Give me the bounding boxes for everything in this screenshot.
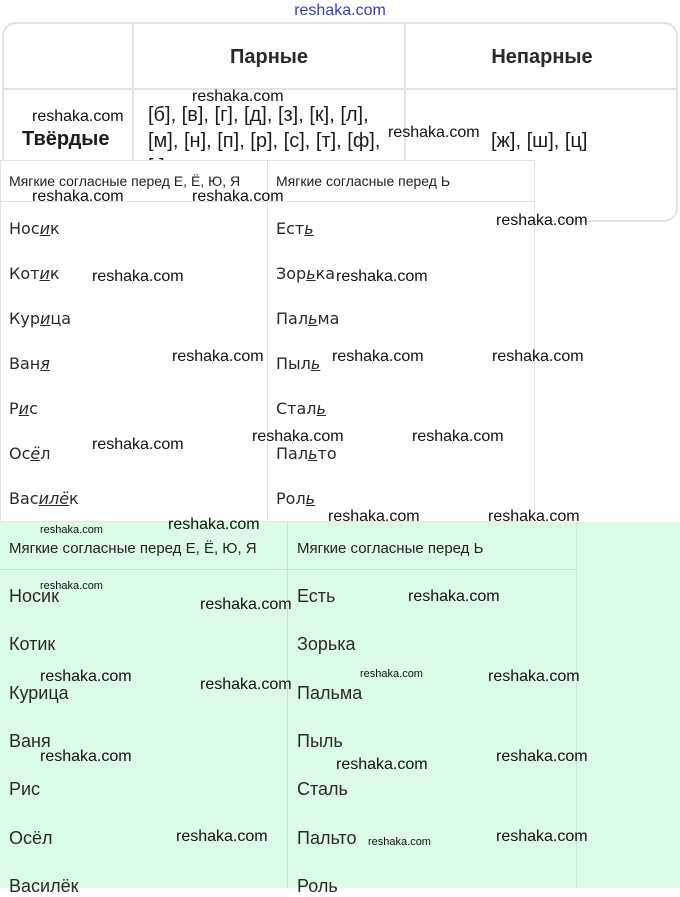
watermark: reshaka.com <box>388 124 480 141</box>
word-item: Пальма <box>297 682 363 703</box>
word-item: Котик <box>9 634 56 655</box>
watermark: reshaka.com <box>488 668 580 685</box>
table-divider <box>267 161 268 521</box>
word-item: Курица <box>9 309 72 328</box>
word-item: Курица <box>9 682 69 703</box>
word-item: Осёл <box>9 444 51 463</box>
word-item: Носик <box>9 219 60 238</box>
site-label[interactable]: reshaka.com <box>294 2 386 19</box>
watermark: reshaka.com <box>92 436 184 453</box>
table-divider <box>287 522 288 888</box>
watermark: reshaka.com <box>252 428 344 445</box>
word-item: Носик <box>9 586 59 606</box>
watermark: reshaka.com <box>40 580 103 592</box>
word-item: Осёл <box>9 827 53 848</box>
word-item: Василёк <box>9 875 79 896</box>
word-item: Котик <box>9 264 60 283</box>
watermark: reshaka.com <box>192 88 284 105</box>
watermark: reshaka.com <box>496 828 588 845</box>
watermark: reshaka.com <box>496 748 588 765</box>
word-item: Пыль <box>297 730 343 751</box>
watermark: reshaka.com <box>368 836 431 848</box>
word-item: Пальто <box>276 444 337 463</box>
word-item: Пальто <box>297 827 357 848</box>
column-header-unpaired: Непарные <box>491 46 593 68</box>
row-label-hard: Твёрдые <box>22 128 110 150</box>
table-divider <box>0 569 576 570</box>
table-divider <box>4 88 676 90</box>
word-item: Рис <box>9 399 38 418</box>
word-item: Роль <box>276 489 316 508</box>
paired-line: [б], [в], [г], [д], [з], [к], [л], <box>148 104 369 126</box>
watermark: reshaka.com <box>176 828 268 845</box>
word-item: Зорька <box>276 264 336 283</box>
word-item: Есть <box>297 586 336 606</box>
watermark: reshaka.com <box>172 348 264 365</box>
column-header-paired: Парные <box>230 46 308 68</box>
soft-consonants-table-2 <box>0 522 577 896</box>
watermark: reshaka.com <box>32 108 124 125</box>
column-header-soft-sign: Мягкие согласные перед Ь <box>297 540 484 557</box>
watermark: reshaka.com <box>40 748 132 765</box>
unpaired-consonants: [ж], [ш], [ц] <box>491 130 588 152</box>
column-header-vowels: Мягкие согласные перед Е, Ё, Ю, Я <box>9 540 257 557</box>
watermark: reshaka.com <box>40 524 103 536</box>
watermark: reshaka.com <box>192 188 284 205</box>
watermark: reshaka.com <box>200 596 292 613</box>
watermark: reshaka.com <box>412 428 504 445</box>
watermark: reshaka.com <box>332 348 424 365</box>
watermark: reshaka.com <box>328 508 420 525</box>
watermark: reshaka.com <box>408 588 500 605</box>
watermark: reshaka.com <box>168 516 260 533</box>
soft-consonants-table-1 <box>0 160 535 522</box>
word-item: Василёк <box>9 489 79 508</box>
word-item: Есть <box>276 219 314 238</box>
column-header-vowels: Мягкие согласные перед Е, Ё, Ю, Я <box>9 173 241 189</box>
paired-line: [м], [н], [п], [р], [с], [т], [ф], <box>148 130 381 152</box>
watermark: reshaka.com <box>336 756 428 773</box>
watermark: reshaka.com <box>488 508 580 525</box>
watermark: reshaka.com <box>336 268 428 285</box>
word-item: Сталь <box>297 779 348 800</box>
watermark: reshaka.com <box>40 668 132 685</box>
word-item: Сталь <box>276 399 326 418</box>
word-item: Ваня <box>9 354 50 373</box>
word-item: Зорька <box>297 634 356 655</box>
watermark: reshaka.com <box>496 212 588 229</box>
word-item: Роль <box>297 875 338 896</box>
watermark: reshaka.com <box>200 676 292 693</box>
word-item: Рис <box>9 779 41 800</box>
column-header-soft-sign: Мягкие согласные перед Ь <box>276 173 451 189</box>
watermark: reshaka.com <box>360 668 423 680</box>
watermark: reshaka.com <box>492 348 584 365</box>
watermark: reshaka.com <box>32 188 124 205</box>
word-item: Ваня <box>9 730 51 751</box>
word-item: Пыль <box>276 354 321 373</box>
watermark: reshaka.com <box>92 268 184 285</box>
word-item: Пальма <box>276 309 340 328</box>
